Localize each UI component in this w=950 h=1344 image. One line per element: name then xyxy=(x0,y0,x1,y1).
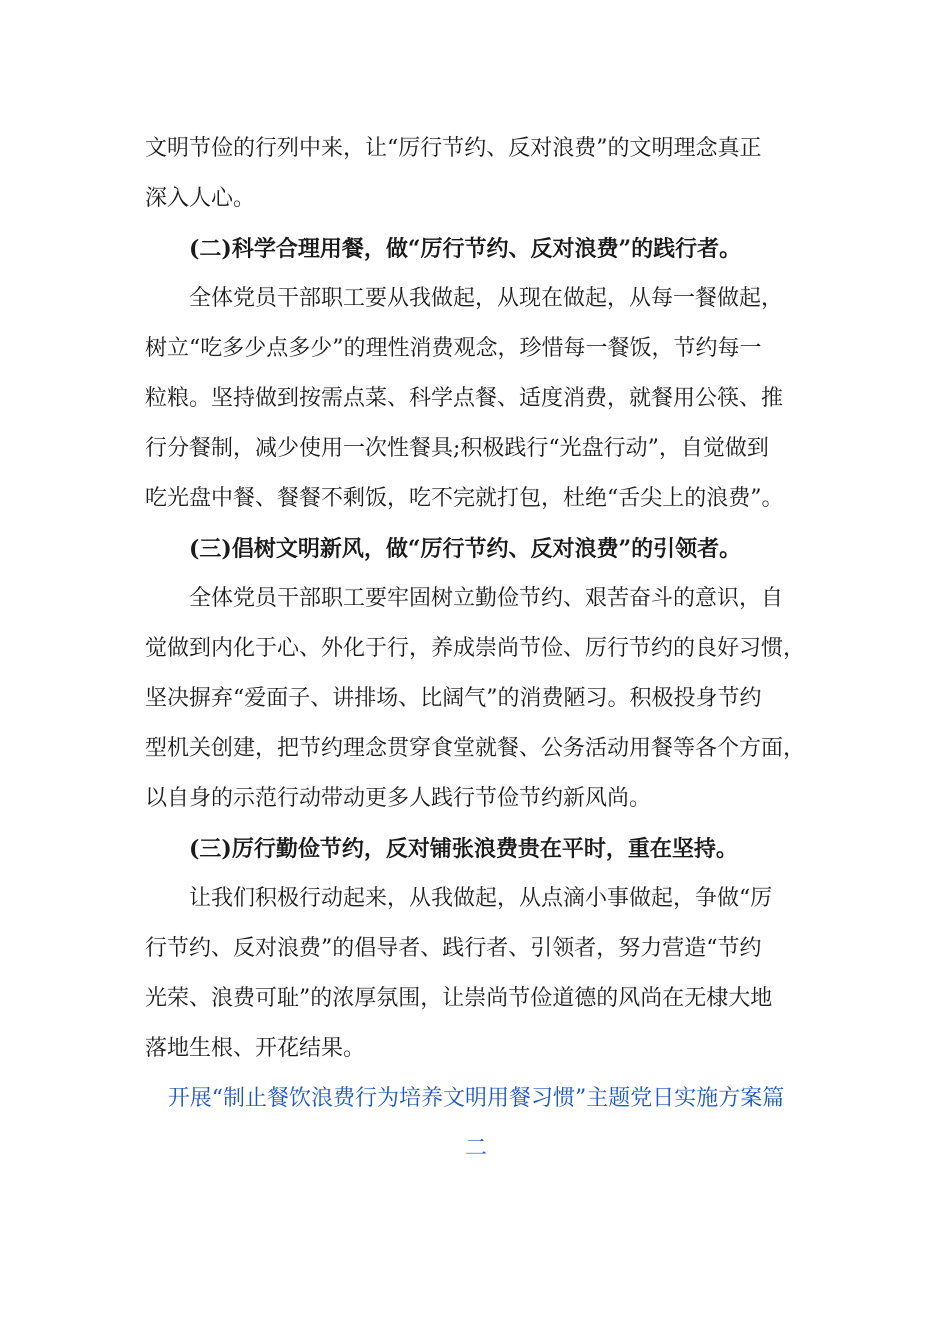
document-page xyxy=(145,124,807,1174)
body-text-line: 树立“吃多少点多少”的理性消费观念，珍惜每一餐饭，节约每一 xyxy=(145,336,762,361)
body-text-line: 型机关创建，把节约理念贯穿食堂就餐、公务活动用餐等各个方面， xyxy=(145,736,806,761)
section-heading-4: (三)厉行勤俭节约，反对铺张浪费贵在平时，重在坚持。 xyxy=(189,836,738,862)
body-text-line: 落地生根、开花结果。 xyxy=(145,1036,366,1061)
body-text-line: 觉做到内化于心、外化于行，养成崇尚节俭、厉行节约的良好习惯， xyxy=(145,636,806,661)
body-text-line: 全体党员干部职工要从我做起，从现在做起，从每一餐做起， xyxy=(189,286,784,311)
body-text-line: 以自身的示范行动带动更多人践行节俭节约新风尚。 xyxy=(145,786,652,811)
section-heading-2: (二)科学合理用餐，做“厉行节约、反对浪费”的践行者。 xyxy=(189,236,742,262)
section-heading-3: (三)倡树文明新风，做“厉行节约、反对浪费”的引领者。 xyxy=(189,536,742,562)
body-text-line: 让我们积极行动起来，从我做起，从点滴小事做起，争做“厉 xyxy=(189,886,773,911)
body-text-line: 文明节俭的行列中来，让“厉行节约、反对浪费”的文明理念真正 xyxy=(145,136,762,161)
body-text-line: 光荣、浪费可耻”的浓厚氛围，让崇尚节俭道德的风尚在无棣大地 xyxy=(145,986,773,1011)
next-section-title-line1[interactable]: 开展“制止餐饮浪费行为培养文明用餐习惯”主题党日实施方案篇 xyxy=(167,1086,785,1111)
body-text-line: 吃光盘中餐、餐餐不剩饭，吃不完就打包，杜绝“舌尖上的浪费”。 xyxy=(145,486,784,511)
body-text-line: 行节约、反对浪费”的倡导者、践行者、引领者，努力营造“节约 xyxy=(145,936,762,961)
next-section-title-line2[interactable]: 二 xyxy=(464,1136,487,1161)
body-text-line: 全体党员干部职工要牢固树立勤俭节约、艰苦奋斗的意识，自 xyxy=(189,586,784,611)
body-text-line: 坚决摒弃“爱面子、讲排场、比阔气”的消费陋习。积极投身节约 xyxy=(145,686,762,711)
body-text-line: 行分餐制，减少使用一次性餐具;积极践行“光盘行动”，自觉做到 xyxy=(145,436,769,461)
body-text-line: 深入人心。 xyxy=(145,186,256,211)
body-text-line: 粒粮。坚持做到按需点菜、科学点餐、适度消费，就餐用公筷、推 xyxy=(145,386,784,411)
